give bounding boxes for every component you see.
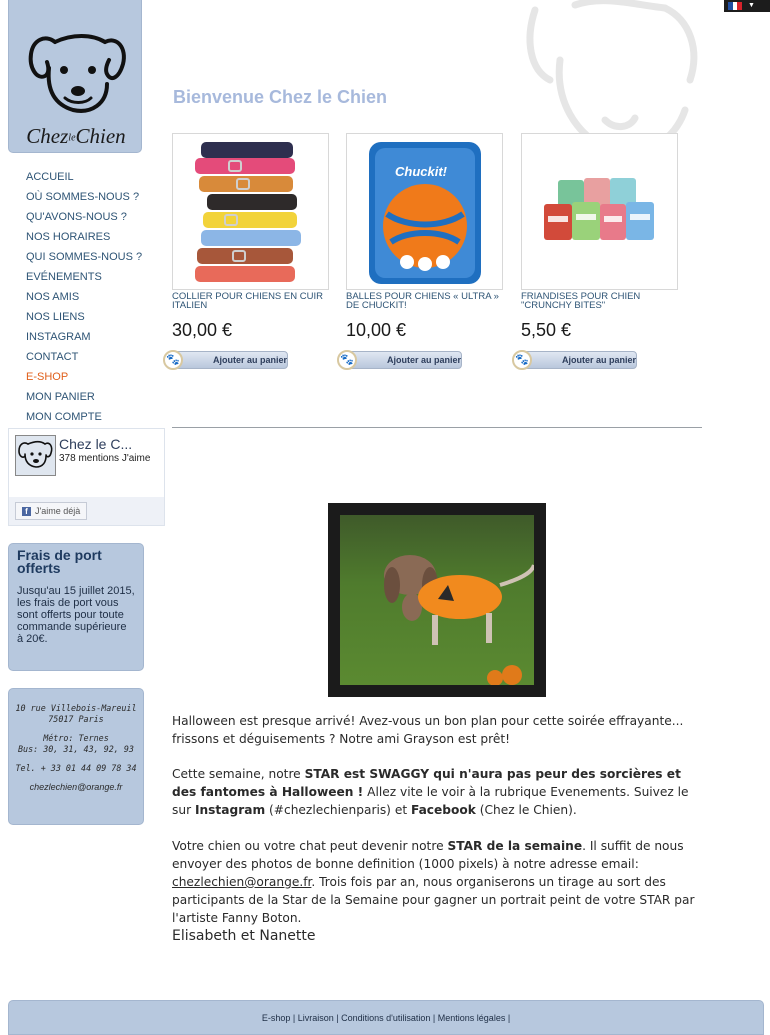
promo-title: Frais de port offerts (17, 547, 102, 576)
svg-text:Chuckit!: Chuckit! (395, 164, 447, 179)
signature: Elisabeth et Nanette (172, 928, 316, 944)
site-logo[interactable] (8, 0, 142, 153)
product-image-chuckit-ball[interactable] (346, 133, 503, 290)
footer-link-e-shop[interactable]: E-shop (261, 1013, 291, 1023)
paw-icon: 🐾 (512, 350, 532, 370)
product-card (515, 133, 678, 369)
chevron-down-icon: ▼ (748, 2, 755, 9)
facebook-page-widget (8, 428, 165, 526)
intro-paragraph: Halloween est presque arrivé! Avez-vous un bon plan pour cette soirée effrayante... frissons et déguisements ? Notre ami Grayson est prêt! (172, 714, 684, 746)
product-price: 30,00 € (172, 320, 233, 340)
product-price: 10,00 € (346, 320, 407, 340)
add-to-cart-button[interactable]: 🐾 Ajouter au panier (346, 351, 462, 369)
address-box (8, 688, 144, 825)
address-bus: Bus: 30, 31, 43, 92, 93 (18, 744, 134, 754)
contest-paragraph: Votre chien ou votre chat peut devenir notre STAR de la semaine. Il suffit de nous envoyer des photos de bonne definition (1000 pixels) à notre adresse email: chezlechien@orange.fr. Trois fois par an, nous organiserons un tirage au sort des participants de la Star de la Semaine pour gagner un portrait peint de votre STAR par l'artiste Fanny Boton. (172, 839, 695, 925)
product-price: 5,50 € (521, 320, 572, 340)
nav-item-contact[interactable]: CONTACT (26, 351, 79, 363)
nav-item-accueil[interactable]: ACCUEIL (26, 171, 74, 183)
nav-item-evenements[interactable]: EVÉNEMENTS (26, 271, 102, 283)
product-image-treats[interactable] (521, 133, 678, 290)
site-footer: E-shop | Livraison | Conditions d'utilisation | Mentions légales | (8, 1000, 764, 1035)
facebook-page-avatar[interactable] (15, 435, 56, 476)
promo-text: Jusqu'au 15 juillet 2015, les frais de port vous sont offerts pour toute commande supérieure à 20€. (17, 585, 135, 645)
footer-link-conditions[interactable]: Conditions d'utilisation (341, 1013, 431, 1023)
facebook-like-count: 378 mentions J'aime (59, 453, 151, 464)
paw-icon: 🐾 (337, 350, 357, 370)
address-email[interactable]: chezlechien@orange.fr (29, 782, 123, 792)
nav-item-nos-liens[interactable]: NOS LIENS (26, 311, 85, 323)
shipping-promo-box (8, 543, 144, 671)
product-name[interactable]: FRIANDISES POUR CHIEN "CRUNCHY BITES" (521, 291, 641, 311)
footer-link-mentions[interactable]: Mentions légales (437, 1013, 506, 1023)
page-title: Bienvenue Chez le Chien (173, 87, 388, 107)
language-selector[interactable] (724, 0, 770, 12)
facebook-like-button[interactable] (15, 502, 87, 520)
address-metro: Métro: Ternes (43, 733, 109, 743)
main-navigation (26, 170, 142, 430)
product-name[interactable]: BALLES POUR CHIENS « ULTRA » DE CHUCKIT! (346, 291, 499, 311)
product-card (166, 133, 329, 369)
dog-logo-icon (27, 28, 127, 116)
facebook-page-name[interactable]: Chez le C... (59, 436, 133, 452)
product-name[interactable]: COLLIER POUR CHIENS EN CUIR ITALIEN (172, 291, 323, 311)
nav-item-e-shop[interactable]: E-SHOP (26, 371, 69, 383)
flag-fr-icon (728, 2, 742, 10)
facebook-icon: f (22, 507, 31, 516)
email-link[interactable]: chezlechien@orange.fr (172, 875, 312, 889)
address-city: 75017 Paris (48, 714, 104, 724)
logo-wordmark: ChezleChien (26, 124, 126, 148)
add-to-cart-button[interactable]: 🐾 Ajouter au panier (521, 351, 637, 369)
nav-item-instagram[interactable]: INSTAGRAM (26, 331, 91, 343)
facebook-like-label: J'aime déjà (35, 506, 81, 516)
halloween-dog-photo (328, 503, 546, 697)
section-divider (172, 427, 702, 428)
nav-item-mon-panier[interactable]: MON PANIER (26, 391, 95, 403)
footer-link-livraison[interactable]: Livraison (297, 1013, 334, 1023)
address-phone: Tel. + 33 01 44 09 78 34 (15, 763, 137, 773)
nav-item-ou-sommes-nous[interactable]: OÙ SOMMES-NOUS ? (26, 191, 140, 203)
star-paragraph: Cette semaine, notre STAR est SWAGGY qui n'aura pas peur des sorcières et des fantomes à Halloween ! Allez vite le voir à la rubrique Evenements. Suivez le sur Instagram (#chezlechienparis) et Facebook (Chez le Chien). (172, 767, 689, 817)
add-to-cart-button[interactable]: 🐾 Ajouter au panier (172, 351, 288, 369)
nav-item-nos-horaires[interactable]: NOS HORAIRES (26, 231, 111, 243)
nav-item-nos-amis[interactable]: NOS AMIS (26, 291, 80, 303)
product-image-collars[interactable] (172, 133, 329, 290)
nav-item-qu-avons-nous[interactable]: QU'AVONS-NOUS ? (26, 211, 127, 223)
nav-item-mon-compte[interactable]: MON COMPTE (26, 411, 102, 423)
product-card (340, 133, 503, 369)
paw-icon: 🐾 (163, 350, 183, 370)
address-street: 10 rue Villebois-Mareuil (15, 703, 137, 713)
nav-item-qui-sommes-nous[interactable]: QUI SOMMES-NOUS ? (26, 251, 143, 263)
